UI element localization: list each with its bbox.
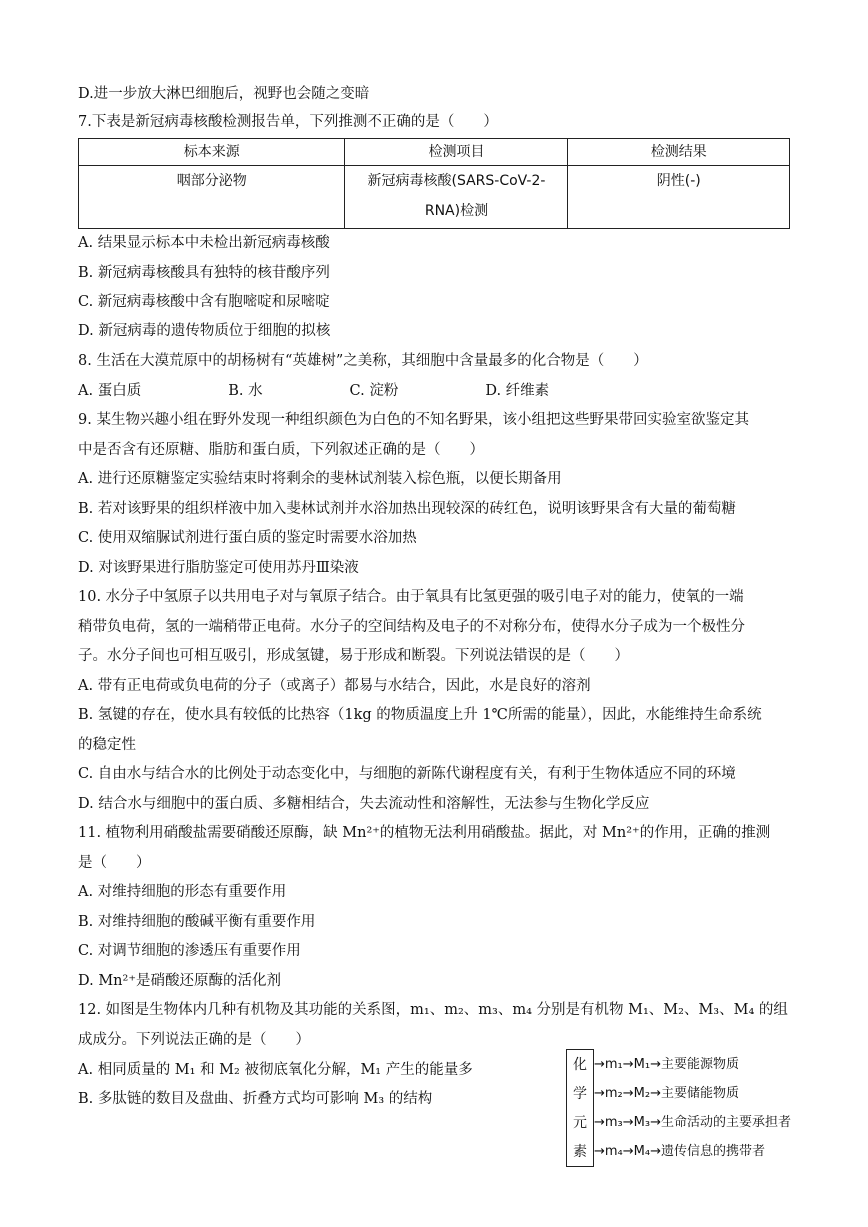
- header-test-result: 检测结果: [568, 139, 790, 166]
- q7-option-c: C. 新冠病毒核酸中含有胞嘧啶和尿嘧啶: [78, 294, 330, 310]
- cell-sample-source: 咽部分泌物: [79, 166, 345, 229]
- q9-option-c: C. 使用双缩脲试剂进行蛋白质的鉴定时需要水浴加热: [78, 530, 417, 546]
- q12-option-b: B. 多肽链的数目及盘曲、折叠方式均可影响 M₃ 的结构: [78, 1091, 433, 1107]
- q9-option-a: A. 进行还原糖鉴定实验结束时将剩余的斐林试剂装入棕色瓶，以便长期备用: [78, 471, 562, 487]
- diagram-row-m1: →m₁→M₁→主要能源物质: [594, 1057, 739, 1072]
- cell-test-result: 阴性(-): [568, 166, 790, 229]
- q10-option-c: C. 自由水与结合水的比例处于动态变化中，与细胞的新陈代谢程度有关，有利于生物体适应不同的环境: [78, 766, 736, 782]
- q8-stem: 8. 生活在大漠荒原中的胡杨树有“英雄树”之美称，其细胞中含量最多的化合物是（ ）: [78, 353, 648, 369]
- q7-option-d: D. 新冠病毒的遗传物质位于细胞的拟核: [78, 323, 331, 339]
- q11-option-b: B. 对维持细胞的酸碱平衡有重要作用: [78, 914, 316, 930]
- table-header-row: [79, 139, 790, 166]
- chemical-elements-box: [566, 1049, 594, 1167]
- q11-option-a: A. 对维持细胞的形态有重要作用: [78, 884, 287, 900]
- diagram-row-m3: →m₃→M₃→生命活动的主要承担者: [594, 1115, 791, 1130]
- q7-stem: 7.下表是新冠病毒核酸检测报告单，下列推测不正确的是（ ）: [78, 114, 498, 130]
- q10-option-a: A. 带有正电荷或负电荷的分子（或离子）都易与水结合，因此，水是良好的溶剂: [78, 678, 591, 694]
- q12-stem-line1: 12. 如图是生物体内几种有机物及其功能的关系图，m₁、m₂、m₃、m₄ 分别是有机物 M₁、M₂、M₃、M₄ 的组: [78, 1002, 788, 1018]
- box-char-3: 元: [573, 1115, 587, 1131]
- q10-stem-line3: 子。水分子间也可相互吸引，形成氢键，易于形成和断裂。下列说法错误的是（ ）: [78, 648, 629, 664]
- q7-option-a: A. 结果显示标本中未检出新冠病毒核酸: [78, 235, 330, 251]
- organic-compounds-diagram: [562, 1047, 791, 1169]
- q10-stem-line2: 稍带负电荷，氢的一端稍带正电荷。水分子的空间结构及电子的不对称分布，使得水分子成为一个极性分: [78, 619, 745, 635]
- box-char-1: 化: [573, 1057, 587, 1073]
- header-sample-source: 标本来源: [79, 139, 345, 166]
- q11-option-c: C. 对调节细胞的渗透压有重要作用: [78, 943, 301, 959]
- diagram-row-m4: →m₄→M₄→遗传信息的携带者: [594, 1144, 765, 1159]
- box-char-4: 素: [573, 1144, 587, 1160]
- q10-option-d: D. 结合水与细胞中的蛋白质、多糖相结合，失去流动性和溶解性，无法参与生物化学反应: [78, 796, 650, 812]
- q9-stem-line2: 中是否含有还原糖、脂肪和蛋白质，下列叙述正确的是（ ）: [78, 442, 484, 458]
- q12-stem-line2: 成成分。下列说法正确的是（ ）: [78, 1032, 310, 1048]
- header-test-item: 检测项目: [345, 139, 568, 166]
- cell-test-item: 新冠病毒核酸(SARS-CoV-2-RNA)检测: [345, 166, 568, 229]
- q9-option-b: B. 若对该野果的组织样液中加入斐林试剂并水浴加热出现较深的砖红色，说明该野果含有大量的葡萄糖: [78, 501, 736, 517]
- diagram-row-m2: →m₂→M₂→主要储能物质: [594, 1086, 739, 1101]
- q10-option-b-line2: 的稳定性: [78, 737, 136, 753]
- q12-option-a: A. 相同质量的 M₁ 和 M₂ 被彻底氧化分解，M₁ 产生的能量多: [78, 1062, 473, 1078]
- q8-options: A. 蛋白质 B. 水 C. 淀粉 D. 纤维素: [78, 383, 550, 399]
- q10-stem-line1: 10. 水分子中氢原子以共用电子对与氧原子结合。由于氧具有比氢更强的吸引电子对的能力，使氧的一端: [78, 589, 744, 605]
- q11-option-d: D. Mn²⁺是硝酸还原酶的活化剂: [78, 973, 281, 989]
- q10-option-b-line1: B. 氢键的存在，使水具有较低的比热容（1kg 的物质温度上升 1℃所需的能量），因此，水能维持生命系统: [78, 707, 762, 723]
- test-report-table: [78, 138, 790, 229]
- q9-stem-line1: 9. 某生物兴趣小组在野外发现一种组织颜色为白色的不知名野果，该小组把这些野果带回实验室欲鉴定其: [78, 412, 749, 428]
- q6-option-d: D.进一步放大淋巴细胞后，视野也会随之变暗: [78, 86, 370, 102]
- q11-stem-line1: 11. 植物利用硝酸盐需要硝酸还原酶，缺 Mn²⁺的植物无法利用硝酸盐。据此，对 Mn²⁺的作用，正确的推测: [78, 825, 771, 841]
- table-row: [79, 166, 790, 229]
- box-char-2: 学: [573, 1086, 587, 1102]
- q9-option-d: D. 对该野果进行脂肪鉴定可使用苏丹Ⅲ染液: [78, 560, 359, 576]
- q7-option-b: B. 新冠病毒核酸具有独特的核苷酸序列: [78, 265, 330, 281]
- q11-stem-line2: 是（ ）: [78, 855, 151, 871]
